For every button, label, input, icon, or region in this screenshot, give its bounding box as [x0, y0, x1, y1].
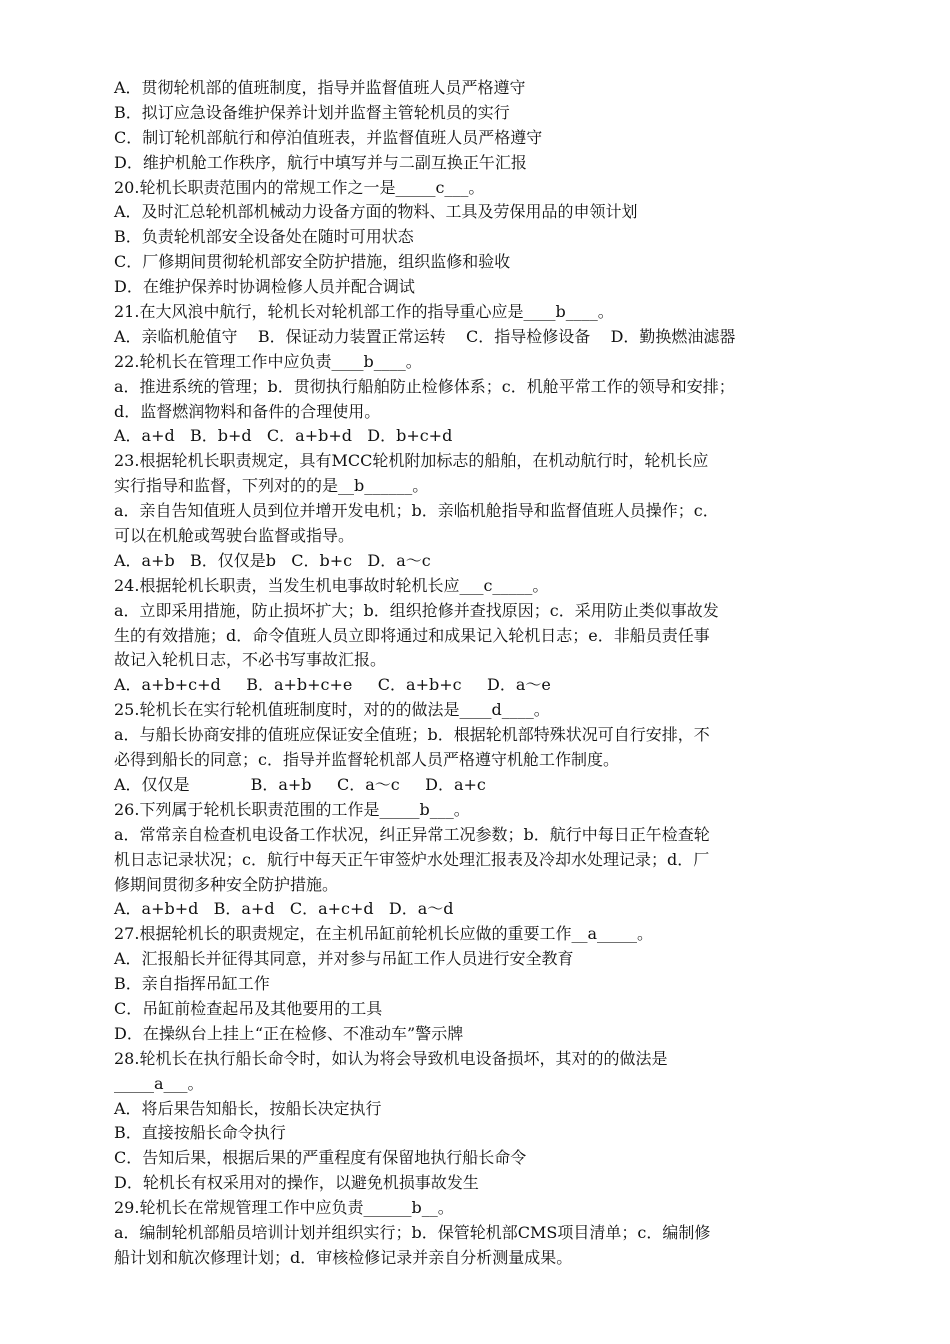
text-line: A．仅仅是 B．a+b C．a～c D．a+c [114, 774, 486, 794]
text-line: a．常常亲自检查机电设备工作状况，纠正异常工况参数；b．航行中每日正午检查轮 [114, 824, 710, 844]
text-line: B．亲自指挥吊缸工作 [114, 974, 270, 994]
text-line: a．编制轮机部船员培训计划并组织实行；b．保管轮机部CMS项目清单；c．编制修 [114, 1222, 711, 1242]
text-line: A．将后果告知船长，按船长决定执行 [114, 1098, 382, 1118]
text-line: 机日志记录状况；c．航行中每天正午审签炉水处理汇报表及冷却水处理记录；d．厂 [114, 849, 710, 869]
question-20: 20.轮机长职责范围内的常规工作之一是_____c___。 [114, 177, 485, 197]
text-line: B．拟订应急设备维护保养计划并监督主管轮机员的实行 [114, 102, 510, 122]
text-line: 修期间贯彻多种安全防护措施。 [114, 874, 339, 894]
text-line: A．贯彻轮机部的值班制度，指导并监督值班人员严格遵守 [114, 78, 526, 97]
question-27: 27.根据轮机长的职责规定，在主机吊缸前轮机长应做的重要工作__a_____。 [114, 924, 653, 944]
text-line: C．制订轮机部航行和停泊值班表，并监督值班人员严格遵守 [114, 127, 543, 147]
text-line: D．在维护保养时协调检修人员并配合调试 [114, 277, 415, 297]
text-line: a．推进系统的管理；b．贯彻执行船舶防止检修体系；c．机舱平常工作的领导和安排； [114, 376, 735, 396]
text-line: B．直接按船长命令执行 [114, 1123, 286, 1143]
text-line: D．轮机长有权采用对的操作，以避免机损事故发生 [114, 1173, 479, 1193]
text-line: 实行指导和监督，下列对的的是__b______。 [114, 476, 429, 496]
text-line: C．告知后果，根据后果的严重程度有保留地执行船长命令 [114, 1148, 527, 1168]
text-line: A．a+d B．b+d C．a+b+d D．b+c+d [114, 426, 453, 446]
text-line: 必得到船长的同意；c．指导并监督轮机部人员严格遵守机舱工作制度。 [114, 750, 619, 770]
question-29: 29.轮机长在常规管理工作中应负责______b__。 [114, 1198, 454, 1218]
text-line: A．a+b+d B．a+d C．a+c+d D．a～d [114, 899, 454, 919]
question-28: 28.轮机长在执行船长命令时，如认为将会导致机电设备损坏，其对的的做法是 [114, 1048, 668, 1068]
text-line: A．及时汇总轮机部机械动力设备方面的物料、工具及劳保用品的申领计划 [114, 202, 638, 222]
text-line: 故记入轮机日志，不必书写事故汇报。 [114, 650, 387, 670]
document-page [114, 76, 854, 1271]
text-line: A．a+b+c+d B．a+b+c+e C．a+b+c D．a～e [114, 675, 551, 695]
text-line: a．立即采用措施，防止损坏扩大；b．组织抢修并查找原因；c．采用防止类似事故发 [114, 600, 719, 620]
text-line: 可以在机舱或驾驶台监督或指导。 [114, 526, 355, 546]
text-line: B．负责轮机部安全设备处在随时可用状态 [114, 227, 414, 247]
text-line: a．亲自告知值班人员到位并增开发电机；b．亲临机舱指导和监督值班人员操作；c． [114, 501, 719, 521]
question-25: 25.轮机长在实行轮机值班制度时，对的的做法是____d____。 [114, 700, 550, 720]
question-26: 26.下列属于轮机长职责范围的工作是_____b___。 [114, 799, 470, 819]
text-line: 船计划和航次修理计划；d．审核检修记录并亲自分析测量成果。 [114, 1247, 573, 1267]
text-line: D．维护机舱工作秩序，航行中填写并与二副互换正午汇报 [114, 152, 527, 172]
text-line: a．与船长协商安排的值班应保证安全值班；b．根据轮机部特殊状况可自行安排，不 [114, 725, 710, 745]
question-22: 22.轮机长在管理工作中应负责____b____。 [114, 351, 422, 371]
question-23: 23.根据轮机长职责规定，具有MCC轮机附加标志的船舶，在机动航行时，轮机长应 [114, 451, 709, 471]
text-line: d．监督燃润物料和备件的合理使用。 [114, 401, 381, 421]
text-line: D．在操纵台上挂上“正在检修、不准动车”警示牌 [114, 1023, 464, 1043]
text-line: 生的有效措施；d．命令值班人员立即将通过和成果记入轮机日志；e．非船员责任事 [114, 625, 710, 645]
text-line: A．a+b B．仅仅是b C．b+c D．a～c [114, 550, 431, 570]
text-line: C．厂修期间贯彻轮机部安全防护措施，组织监修和验收 [114, 252, 511, 272]
text-line: C．吊缸前检查起吊及其他要用的工具 [114, 998, 383, 1018]
text-line: A．亲临机舱值守 B．保证动力装置正常运转 C．指导检修设备 D．勤换燃油滤器 [114, 326, 736, 346]
question-21: 21.在大风浪中航行，轮机长对轮机部工作的指导重心应是____b____。 [114, 302, 614, 322]
text-line: _____a___。 [114, 1073, 204, 1093]
text-line: A．汇报船长并征得其同意，并对参与吊缸工作人员进行安全教育 [114, 949, 574, 969]
question-24: 24.根据轮机长职责，当发生机电事故时轮机长应___c_____。 [114, 575, 549, 595]
